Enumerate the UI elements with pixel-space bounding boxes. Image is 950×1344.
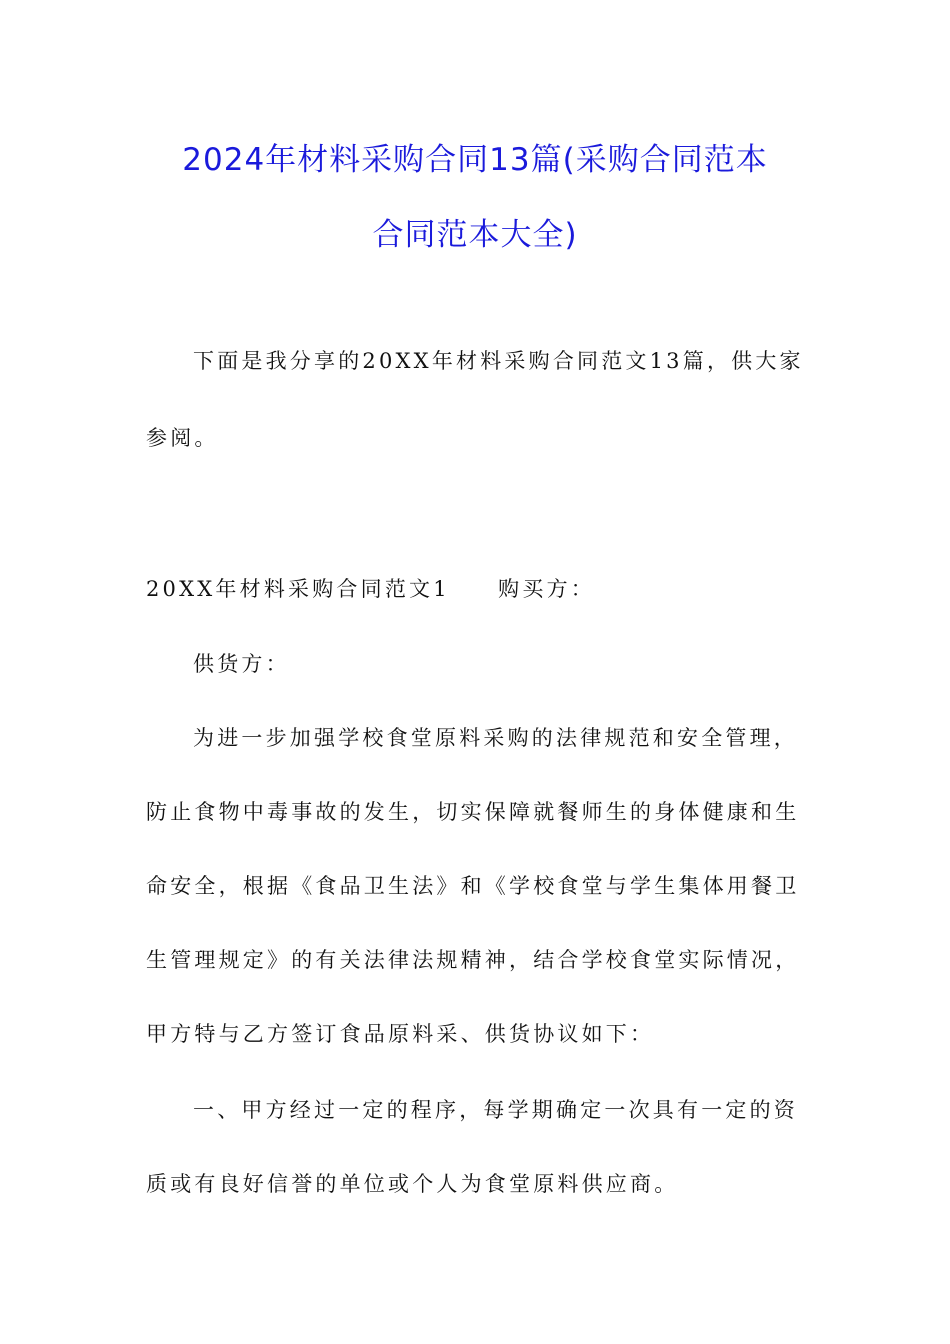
section-heading: 20XX年材料采购合同范文1 购买方：	[146, 577, 595, 601]
document-title-line-1: 2024年材料采购合同13篇(采购合同范本	[182, 142, 768, 178]
document-title-line-2: 合同范本大全)	[372, 217, 578, 253]
paragraph-2-line-1: 一、甲方经过一定的程序，每学期确定一次具有一定的资	[193, 1098, 798, 1122]
paragraph-2-line-2: 质或有良好信誉的单位或个人为食堂原料供应商。	[146, 1172, 679, 1196]
paragraph-1-line-5: 甲方特与乙方签订食品原料采、供货协议如下：	[146, 1022, 655, 1046]
paragraph-1-line-3: 命安全，根据《食品卫生法》和《学校食堂与学生集体用餐卫	[146, 874, 800, 898]
intro-line-2: 参阅。	[146, 426, 219, 450]
paragraph-1-line-4: 生管理规定》的有关法律法规精神，结合学校食堂实际情况，	[146, 948, 800, 972]
paragraph-1-line-1: 为进一步加强学校食堂原料采购的法律规范和安全管理，	[193, 726, 798, 750]
supplier-label: 供货方：	[193, 652, 290, 676]
paragraph-1-line-2: 防止食物中毒事故的发生，切实保障就餐师生的身体健康和生	[146, 800, 800, 824]
intro-line-1: 下面是我分享的20XX年材料采购合同范文13篇，供大家	[193, 349, 804, 373]
